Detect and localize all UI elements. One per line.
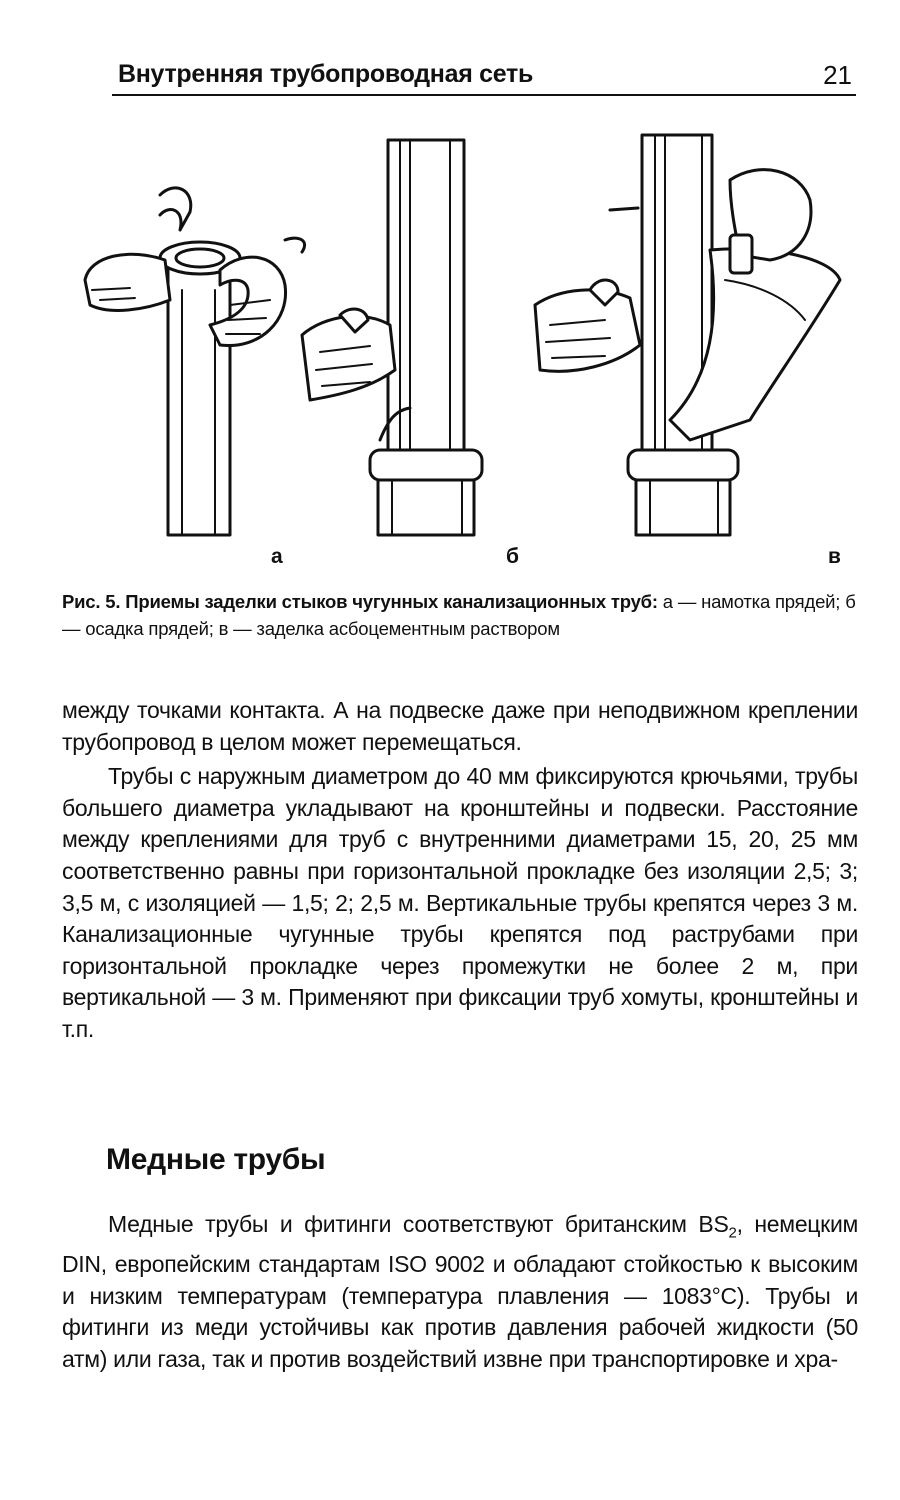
paragraph-copper-pipes (62, 1209, 858, 1376)
pipe-joint-figure (70, 120, 870, 550)
copper-paragraph-rest: , немецким DIN, европейским стандартам ISO 9002 и обладают стойкостью к высоким и низким температурам (температура плавления — 1083°С). Трубы и фитинги из меди устойчивы как против давления рабочей жидкости (50 атм) или газа, так и против воздействий извне при транспортировке и хра- (62, 1211, 859, 1372)
paragraph-pipe-fastening: Трубы с наружным диаметром до 40 мм фиксируются крючьями, трубы большего диаметра укладывают на кронштейны и подвески. Расстояние между креплениями для труб с внутренними диаметрами 15, 20, 25 мм соответственно равны при горизонтальной прокладке без изоляции 2,5; 3; 3,5 м, с изоляцией — 1,5; 2; 2,5 м. Вертикальные трубы крепятся через 3 м. Канализационные чугунные трубы крепятся под раструбами при горизонтальной прокладке через промежутки не более 2 м, при вертикальной — 3 м. Применяют при фиксации труб хомуты, кронштейны и т.п. (62, 763, 858, 1042)
section-title: Медные трубы (106, 1143, 326, 1176)
figure-label-c: в (828, 545, 841, 568)
body-text-block (62, 695, 858, 1046)
running-header-title: Внутренняя трубопроводная сеть (118, 60, 534, 88)
section-body (62, 1209, 858, 1376)
copper-subscript: 2 (728, 1224, 737, 1242)
figure-caption-text: а — намотка прядей; б — осадка прядей; в — заделка асбоцементным раствором (62, 591, 856, 639)
running-header (112, 58, 856, 96)
copper-paragraph-start: Медные трубы и фитинги соответствуют британским BS (108, 1211, 729, 1237)
panel-c-illustration (535, 135, 840, 535)
panel-a-illustration (85, 188, 305, 535)
figure-caption-lead: Рис. 5. Приемы заделки стыков чугунных канализационных труб: (62, 591, 658, 612)
figure-label-b: б (506, 545, 519, 568)
page-number: 21 (823, 60, 852, 90)
figure-caption (62, 588, 858, 642)
panel-b-illustration (302, 140, 482, 535)
figure-label-a: а (271, 545, 283, 568)
paragraph-continuation: между точками контакта. А на подвеске даже при неподвижном креплении трубопровод в целом может перемещаться. (62, 697, 858, 755)
